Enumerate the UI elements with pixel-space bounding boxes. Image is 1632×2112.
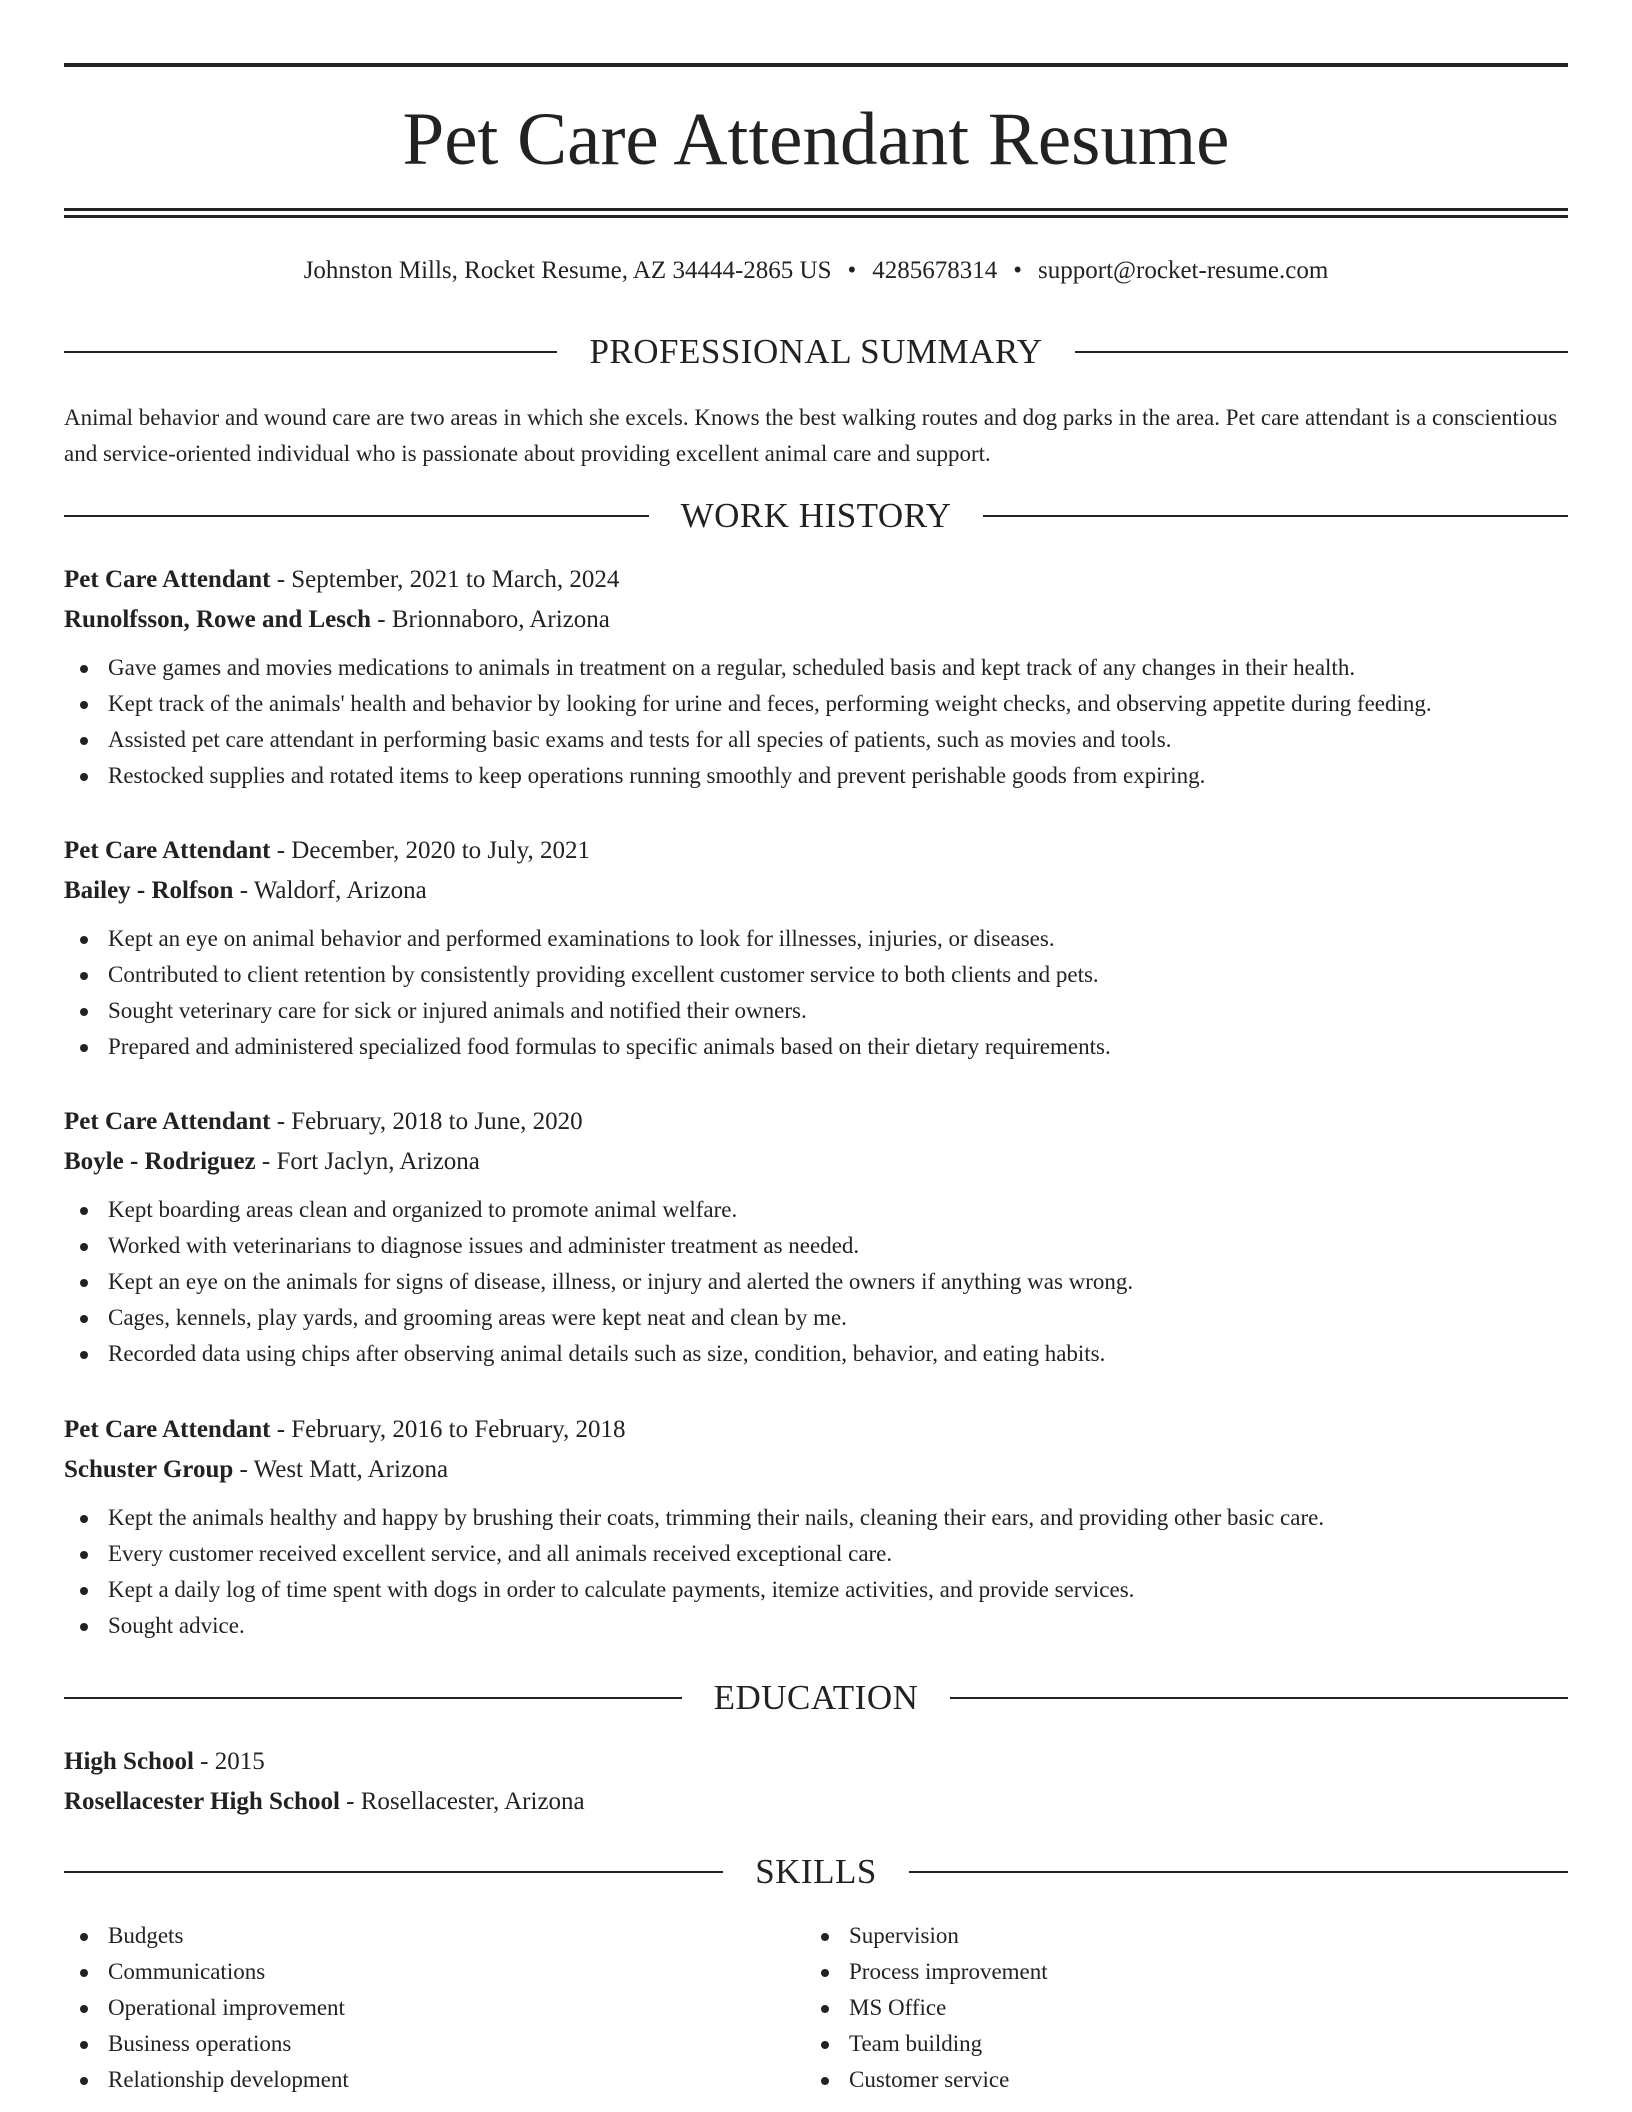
job-title-line [64, 1410, 1568, 1450]
list-item [64, 722, 1568, 758]
title-double-rule [64, 208, 1568, 218]
list-item [64, 1572, 1568, 1608]
bullet-icon [80, 665, 88, 673]
education-degree: High School [64, 1748, 194, 1775]
duty-text: Kept the animals healthy and happy by brushing their coats, trimming their nails, cleaning their ears, and providing other basic care. [108, 1505, 1325, 1530]
bullet-icon [80, 1515, 88, 1523]
list-item [64, 1228, 1568, 1264]
list-item [64, 1918, 805, 1954]
list-item [64, 2062, 805, 2098]
job-entry [64, 1102, 1568, 1372]
job-company-line [64, 1142, 1568, 1182]
skill-text: Supervision [849, 1923, 959, 1948]
job-company: Boyle - Rodriguez [64, 1148, 256, 1175]
skill-text: Customer service [849, 2067, 1010, 2092]
job-duties [64, 650, 1568, 794]
job-duties [64, 1500, 1568, 1644]
list-item [805, 2062, 1546, 2098]
job-company-line [64, 600, 1568, 640]
list-item [64, 921, 1568, 957]
bullet-icon [821, 2041, 829, 2049]
list-item [64, 1536, 1568, 1572]
job-company: Schuster Group [64, 1456, 234, 1483]
job-company: Bailey - Rolfson [64, 877, 234, 904]
list-item [64, 2026, 805, 2062]
duty-text: Every customer received excellent service, and all animals received exceptional care. [108, 1541, 893, 1566]
job-entry [64, 560, 1568, 794]
duty-text: Contributed to client retention by consistently providing excellent customer service to both clients and pets. [108, 962, 1099, 987]
bullet-icon [821, 2005, 829, 2013]
duty-text: Sought advice. [108, 1613, 245, 1638]
bullet-icon [80, 936, 88, 944]
contact-address: Johnston Mills, Rocket Resume, AZ 34444-2865 US [303, 257, 832, 284]
skills-list [64, 1918, 1568, 2098]
job-location: - Waldorf, Arizona [233, 877, 427, 904]
skills-column-left [64, 1918, 805, 2098]
job-entry [64, 831, 1568, 1065]
heading-rule [1075, 351, 1568, 353]
bullet-icon [80, 1008, 88, 1016]
job-dates: - September, 2021 to March, 2024 [270, 566, 620, 593]
job-title: Pet Care Attendant [64, 566, 271, 593]
job-duties [64, 1192, 1568, 1372]
bullet-icon [821, 1969, 829, 1977]
list-item [64, 1990, 805, 2026]
skill-text: Communications [108, 1959, 266, 1984]
duty-text: Restocked supplies and rotated items to keep operations running smoothly and prevent perishable goods from expiring. [108, 763, 1206, 788]
education-year: - 2015 [193, 1748, 265, 1775]
skills-column-right [805, 1918, 1546, 2098]
education-degree-line [64, 1742, 1568, 1782]
bullet-icon [80, 1933, 88, 1941]
list-item [64, 1336, 1568, 1372]
list-item [64, 1500, 1568, 1536]
section-title: EDUCATION [713, 1678, 919, 1717]
bullet-icon [80, 1243, 88, 1251]
top-rule [64, 63, 1568, 67]
job-location: - Brionnaboro, Arizona [371, 606, 610, 633]
job-location: - Fort Jaclyn, Arizona [255, 1148, 480, 1175]
bullet-icon [80, 737, 88, 745]
heading-rule [64, 1871, 723, 1873]
list-item [64, 993, 1568, 1029]
duty-text: Recorded data using chips after observing animal details such as size, condition, behavior, and eating habits. [108, 1341, 1106, 1366]
list-item [64, 758, 1568, 794]
bullet-icon [80, 1351, 88, 1359]
job-entry [64, 1410, 1568, 1644]
education-school: Rosellacester High School [64, 1788, 340, 1815]
page-title: Pet Care Attendant Resume [402, 98, 1230, 181]
list-item [64, 1300, 1568, 1336]
list-item [64, 1608, 1568, 1644]
duty-text: Prepared and administered specialized food formulas to specific animals based on their dietary requirements. [108, 1034, 1111, 1059]
list-item [64, 650, 1568, 686]
bullet-icon [80, 1623, 88, 1631]
section-heading-summary [64, 330, 1568, 374]
job-duties [64, 921, 1568, 1065]
duty-text: Cages, kennels, play yards, and grooming areas were kept neat and clean by me. [108, 1305, 847, 1330]
section-title: WORK HISTORY [680, 496, 952, 535]
heading-rule [983, 515, 1568, 517]
list-item [64, 957, 1568, 993]
bullet-icon [80, 2005, 88, 2013]
bullet-icon [80, 972, 88, 980]
duty-text: Kept track of the animals' health and behavior by looking for urine and feces, performing weight checks, and observing appetite during feeding. [108, 691, 1432, 716]
heading-rule [64, 1697, 682, 1699]
section-title: SKILLS [755, 1852, 877, 1891]
list-item [64, 1029, 1568, 1065]
duty-text: Kept boarding areas clean and organized to promote animal welfare. [108, 1197, 738, 1222]
skill-text: MS Office [849, 1995, 947, 2020]
heading-rule [950, 1697, 1568, 1699]
contact-line [64, 254, 1568, 288]
section-heading-work-history [64, 494, 1568, 538]
summary-text: Animal behavior and wound care are two areas in which she excels. Knows the best walking routes and dog parks in the area. Pet care attendant is a conscientious and service-oriented individual who is passionate about providing excellent animal care and support. [64, 405, 1558, 466]
education-entry [64, 1742, 1568, 1822]
bullet-icon [80, 1587, 88, 1595]
contact-phone: 4285678314 [872, 257, 998, 284]
job-company: Runolfsson, Rowe and Lesch [64, 606, 372, 633]
contact-separator: • [847, 257, 857, 284]
contact-separator: • [1013, 257, 1023, 284]
list-item [805, 1990, 1546, 2026]
skill-text: Team building [849, 2031, 983, 2056]
duty-text: Gave games and movies medications to animals in treatment on a regular, scheduled basis and kept track of any changes in their health. [108, 655, 1356, 680]
skill-text: Process improvement [849, 1959, 1048, 1984]
duty-text: Assisted pet care attendant in performing basic exams and tests for all species of patients, such as movies and tools. [108, 727, 1172, 752]
list-item [805, 1918, 1546, 1954]
job-location: - West Matt, Arizona [233, 1456, 449, 1483]
duty-text: Sought veterinary care for sick or injured animals and notified their owners. [108, 998, 807, 1023]
job-title-line [64, 1102, 1568, 1142]
job-title: Pet Care Attendant [64, 1416, 271, 1443]
section-heading-education [64, 1676, 1568, 1720]
heading-rule [64, 351, 557, 353]
job-dates: - February, 2018 to June, 2020 [270, 1108, 583, 1135]
list-item [64, 1264, 1568, 1300]
job-title-line [64, 560, 1568, 600]
bullet-icon [80, 1315, 88, 1323]
bullet-icon [80, 2041, 88, 2049]
job-dates: - February, 2016 to February, 2018 [270, 1416, 626, 1443]
bullet-icon [821, 1933, 829, 1941]
duty-text: Worked with veterinarians to diagnose issues and administer treatment as needed. [108, 1233, 860, 1258]
bullet-icon [80, 701, 88, 709]
heading-rule [64, 515, 649, 517]
bullet-icon [80, 1207, 88, 1215]
bullet-icon [80, 773, 88, 781]
job-title: Pet Care Attendant [64, 1108, 271, 1135]
list-item [64, 686, 1568, 722]
duty-text: Kept an eye on animal behavior and performed examinations to look for illnesses, injuries, or diseases. [108, 926, 1055, 951]
skill-text: Business operations [108, 2031, 292, 2056]
job-title-line [64, 831, 1568, 871]
section-title: PROFESSIONAL SUMMARY [589, 332, 1043, 371]
bullet-icon [80, 1279, 88, 1287]
bullet-icon [821, 2077, 829, 2085]
job-dates: - December, 2020 to July, 2021 [270, 837, 590, 864]
job-company-line [64, 871, 1568, 911]
bullet-icon [80, 2077, 88, 2085]
skill-text: Budgets [108, 1923, 184, 1948]
job-title: Pet Care Attendant [64, 837, 271, 864]
bullet-icon [80, 1044, 88, 1052]
heading-rule [909, 1871, 1568, 1873]
bullet-icon [80, 1969, 88, 1977]
bullet-icon [80, 1551, 88, 1559]
education-school-line [64, 1782, 1568, 1822]
contact-email: support@rocket-resume.com [1038, 257, 1329, 284]
list-item [805, 1954, 1546, 1990]
education-location: - Rosellacester, Arizona [339, 1788, 585, 1815]
duty-text: Kept an eye on the animals for signs of disease, illness, or injury and alerted the owners if anything was wrong. [108, 1269, 1134, 1294]
section-heading-skills [64, 1850, 1568, 1894]
skill-text: Operational improvement [108, 1995, 345, 2020]
list-item [64, 1954, 805, 1990]
job-company-line [64, 1450, 1568, 1490]
duty-text: Kept a daily log of time spent with dogs in order to calculate payments, itemize activities, and provide services. [108, 1577, 1135, 1602]
skill-text: Relationship development [108, 2067, 349, 2092]
list-item [805, 2026, 1546, 2062]
list-item [64, 1192, 1568, 1228]
